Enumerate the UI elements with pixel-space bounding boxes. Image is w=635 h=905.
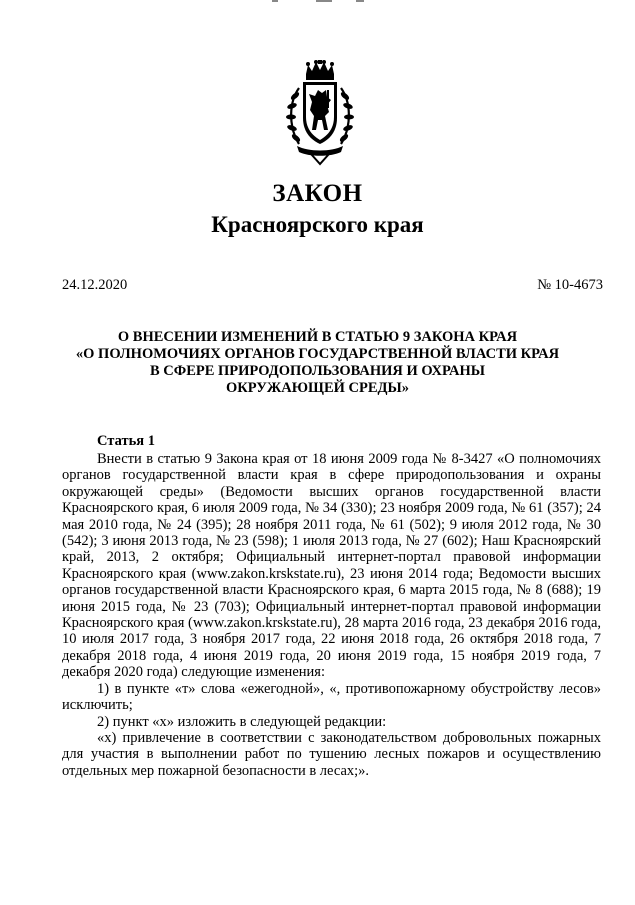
article-paragraph: 1) в пункте «т» слова «ежегодной», «, противопожарному обустройству лесов» исключить; [62,680,601,714]
document-subtitle: Красноярского края [211,212,424,237]
document-date: 24.12.2020 [62,277,128,293]
heading-line: В СФЕРЕ ПРИРОДОПОЛЬЗОВАНИЯ И ОХРАНЫ [149,363,486,379]
law-heading [40,329,595,397]
article-title: Статья 1 [97,433,155,449]
article-body [62,451,601,779]
article-paragraph: Внести в статью 9 Закона края от 18 июня 2009 года № 8-3427 «О полномочиях органов государственной власти края в сфере природопользования и охраны окружающей среды» (Ведомости высших органов государственной власти Красноярского края, 6 июля 2009 года, № 34 (330); 23 ноября 2009 года, № 61 (357); 24 мая 2010 года, № 24 (395); 28 ноября 2011 года, № 61 (502); 9 июля 2012 года, № 30 (542); 3 июня 2013 года, № 23 (598); 1 июля 2013 года, № 27 (602); Наш Красноярский край, 2013, 2 октября; Официальный интернет-портал правовой информации Красноярского края (www.zakon.krskstate.ru), 23 июня 2014 года; Ведомости высших органов государственной власти Красноярского края, 6 марта 2015 года, № 8 (688); 19 июня 2015 года, № 23 (703); Официальный интернет-портал правовой информации Красноярского края (www.zakon.krskstate.ru), 28 марта 2016 года, 23 декабря 2016 года, 10 июля 2017 года, 3 ноября 2017 года, 22 июня 2018 года, 26 октября 2018 года, 7 декабря 2018 года, 4 июня 2019 года, 20 июня 2019 года, 15 ноября 2019 года, 7 декабря 2020 года) следующие изменения: [62,451,601,681]
heading-line: ОКРУЖАЮЩЕЙ СРЕДЫ» [225,380,410,396]
document-title: ЗАКОН [272,180,363,207]
article-paragraph: «х) привлечение в соответствии с законодательством добровольных пожарных для участия в выполнении работ по тушению лесных пожаров и осуществлению отдельных мер пожарной безопасности в лесах;». [62,729,601,779]
scan-marks [272,0,372,4]
krasnoyarsk-coat-of-arms-icon [285,60,355,168]
heading-line: О ВНЕСЕНИИ ИЗМЕНЕНИЙ В СТАТЬЮ 9 ЗАКОНА КРАЯ [117,329,518,345]
heading-line: «О ПОЛНОМОЧИЯХ ОРГАНОВ ГОСУДАРСТВЕННОЙ ВЛАСТИ КРАЯ [75,346,560,362]
document-number: № 10-4673 [537,277,603,293]
article-paragraph: 2) пункт «х» изложить в следующей редакции: [97,713,387,730]
